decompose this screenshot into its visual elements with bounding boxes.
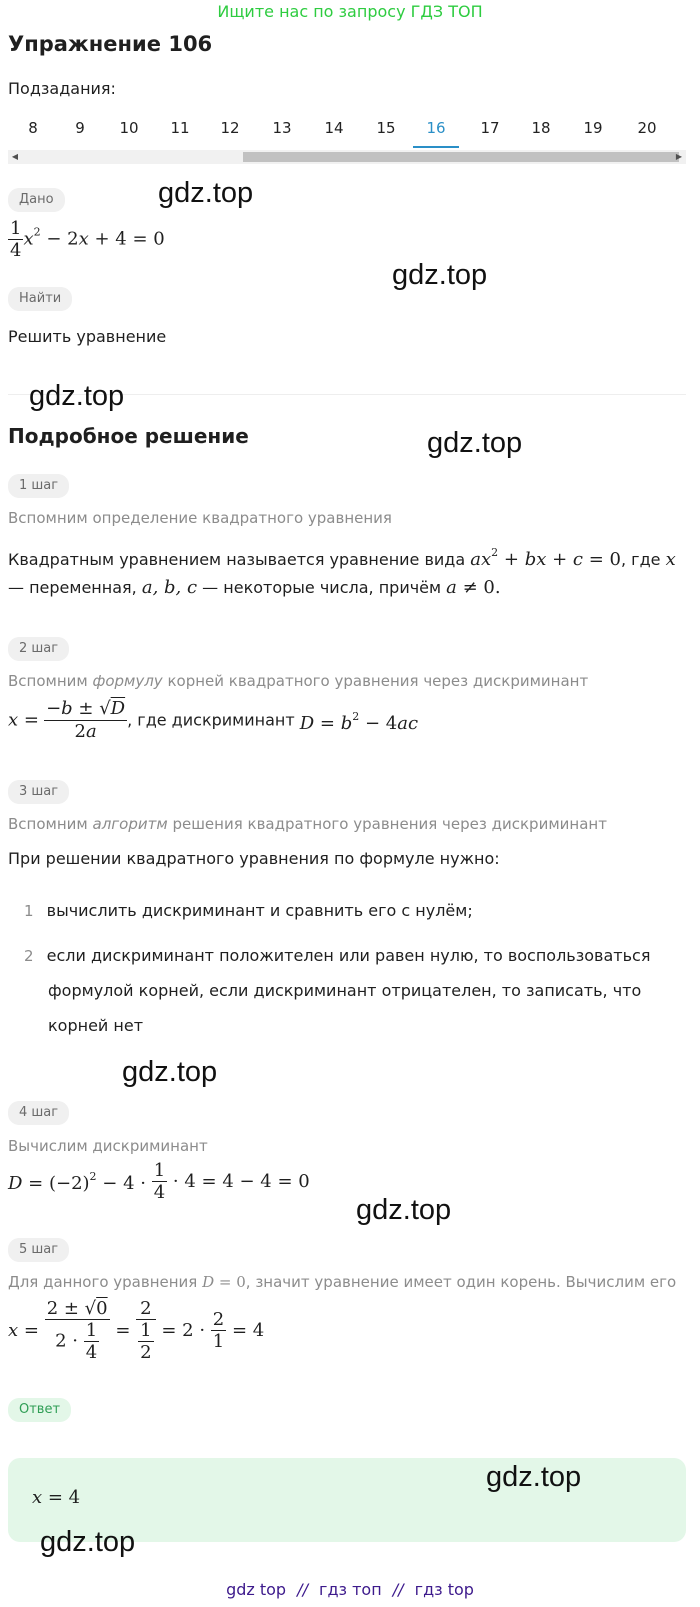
step-4-chip: 4 шаг bbox=[8, 1101, 69, 1125]
step-5-chip: 5 шаг bbox=[8, 1238, 69, 1262]
answer-value: x = 4 bbox=[32, 1487, 81, 1508]
scroll-left-icon[interactable]: ◀ bbox=[11, 152, 19, 161]
tabs-scrollbar[interactable] bbox=[8, 150, 686, 164]
step-1-hint: Вспомним определение квадратного уравнения bbox=[8, 509, 392, 527]
footer-link[interactable]: гдз top bbox=[414, 1580, 474, 1599]
footer-link[interactable]: гдз топ bbox=[319, 1580, 382, 1599]
footer-separator: // bbox=[392, 1580, 404, 1599]
solution-title: Подробное решение bbox=[8, 424, 249, 448]
watermark: gdz.top bbox=[40, 1526, 136, 1558]
scroll-right-icon[interactable]: ▶ bbox=[675, 152, 683, 161]
step-4-formula: $D = (-2)^2 - 4$ · $\frac{1}{4}$ · 4 = 4 − 4 = 0 bbox=[8, 1160, 310, 1203]
list-item-cont: корней нет bbox=[48, 1016, 144, 1035]
watermark: gdz.top bbox=[486, 1461, 582, 1493]
tab-18[interactable]: 18 bbox=[531, 119, 551, 137]
watermark: gdz.top bbox=[158, 177, 254, 209]
scrollbar-thumb[interactable] bbox=[243, 152, 679, 162]
watermark: gdz.top bbox=[356, 1194, 452, 1226]
list-item: 1 вычислить дискриминант и сравнить его с нулём; bbox=[24, 901, 473, 920]
watermark: gdz.top bbox=[392, 259, 488, 291]
step-3-hint: Вспомним алгоритм решения квадратного уравнения через дискриминант bbox=[8, 815, 607, 833]
step-1-text-line2: — переменная, a, b, c — некоторые числа, причём a ≠ 0. bbox=[8, 577, 501, 598]
top-search-link[interactable]: Ищите нас по запросу ГДЗ ТОП bbox=[217, 2, 483, 21]
tab-10[interactable]: 10 bbox=[119, 119, 139, 137]
watermark: gdz.top bbox=[29, 380, 125, 412]
tab-16[interactable]: 16 bbox=[413, 112, 459, 148]
find-text: Решить уравнение bbox=[8, 327, 167, 346]
tab-11[interactable]: 11 bbox=[170, 119, 190, 137]
tab-20[interactable]: 20 bbox=[637, 119, 657, 137]
step-2-chip: 2 шаг bbox=[8, 637, 69, 661]
step-1-text-line1: Квадратным уравнением называется уравнение вида $ax^2$ + bx + c = 0, где x bbox=[8, 546, 676, 570]
tab-8[interactable]: 8 bbox=[28, 119, 38, 137]
tab-13[interactable]: 13 bbox=[272, 119, 292, 137]
step-3-chip: 3 шаг bbox=[8, 780, 69, 804]
step-3-text: При решении квадратного уравнения по формуле нужно: bbox=[8, 849, 500, 868]
footer-link[interactable]: gdz top bbox=[226, 1580, 287, 1599]
answer-chip: Ответ bbox=[8, 1398, 71, 1422]
find-chip: Найти bbox=[8, 287, 72, 311]
step-5-hint: Для данного уравнения D = 0, значит уравнение имеет один корень. Вычислим его bbox=[8, 1273, 677, 1291]
tab-9[interactable]: 9 bbox=[75, 119, 85, 137]
step-2-formula: x = $\frac{-b \pm √D}{2a}$ , где дискриминант $D = b^2 - 4ac$ bbox=[8, 698, 419, 742]
step-2-hint: Вспомним формулу корней квадратного уравнения через дискриминант bbox=[8, 672, 589, 690]
tab-15[interactable]: 15 bbox=[376, 119, 396, 137]
tab-14[interactable]: 14 bbox=[324, 119, 344, 137]
given-equation: $\frac{1}{4}$ $x^2 - 2x + 4 = 0$ bbox=[10, 218, 165, 261]
footer-separator: // bbox=[297, 1580, 308, 1599]
subtask-tabs bbox=[8, 112, 684, 148]
step-5-formula: x = 2 ± √0 2 · $\frac{1}{4}$ = $\frac{2}{\frac{1}{2}}$ = 2 · $\frac{2}{1}$ = 4 bbox=[8, 1298, 265, 1363]
page-title: Упражнение 106 bbox=[8, 32, 213, 56]
footer-links bbox=[0, 1578, 700, 1602]
subtasks-label: Подзадания: bbox=[8, 79, 116, 98]
tab-12[interactable]: 12 bbox=[220, 119, 240, 137]
list-item: 2 если дискриминант положителен или равен нулю, то воспользоваться bbox=[24, 946, 651, 965]
given-chip: Дано bbox=[8, 188, 65, 212]
watermark: gdz.top bbox=[122, 1056, 218, 1088]
watermark: gdz.top bbox=[427, 427, 523, 459]
list-item-cont: формулой корней, если дискриминант отрицателен, то записать, что bbox=[48, 981, 642, 1000]
step-1-chip: 1 шаг bbox=[8, 474, 69, 498]
tab-17[interactable]: 17 bbox=[480, 119, 500, 137]
step-4-hint: Вычислим дискриминант bbox=[8, 1137, 208, 1155]
tab-19[interactable]: 19 bbox=[583, 119, 603, 137]
